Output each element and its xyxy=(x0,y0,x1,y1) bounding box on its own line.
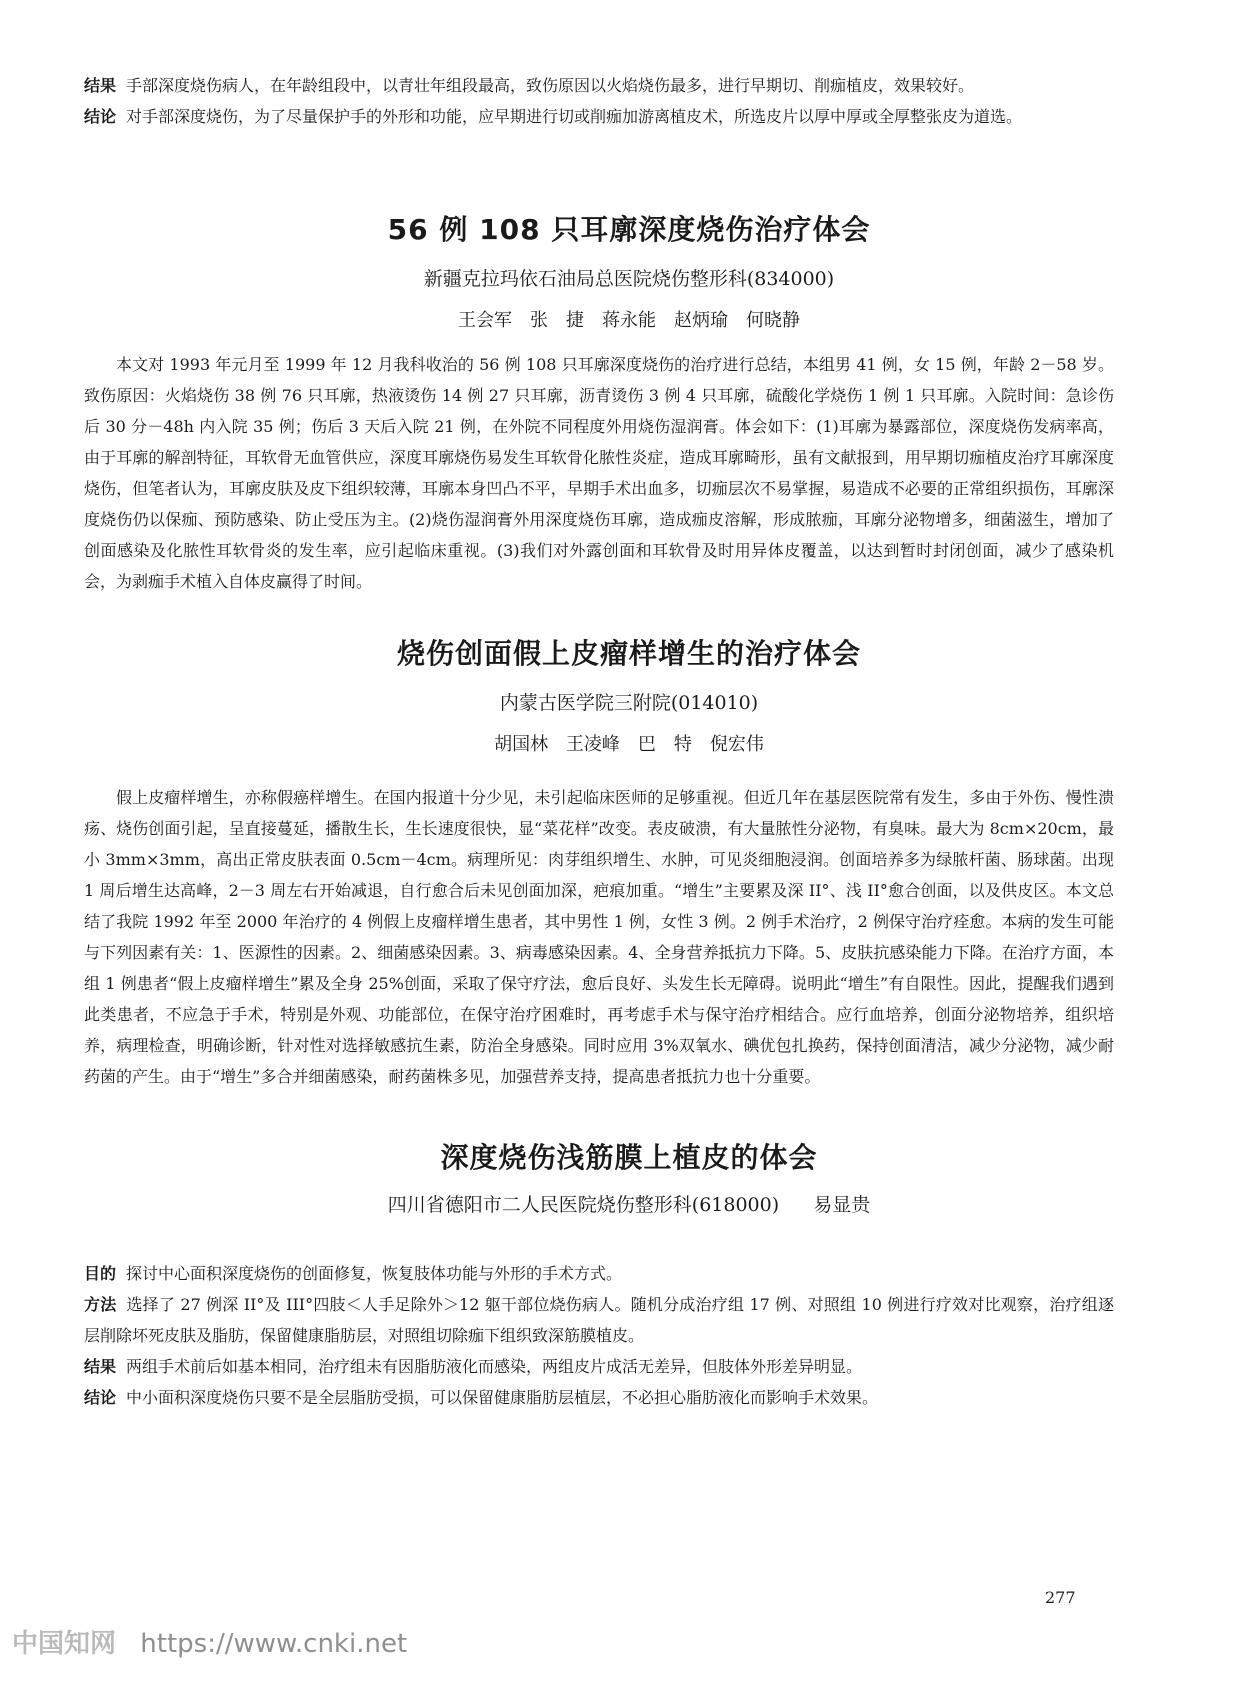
prev-result-paragraph xyxy=(84,70,1114,101)
article3-method-paragraph xyxy=(84,1289,1114,1351)
cnki-watermark xyxy=(12,1623,407,1660)
aim-text: 探讨中心面积深度烧伤的创面修复，恢复肢体功能与外形的手术方式。 xyxy=(126,1264,623,1283)
article2-affiliation: 内蒙古医学院三附院(014010) xyxy=(499,692,759,714)
conclusion-label: 结论 xyxy=(84,107,117,126)
article2-authors: 胡国林 王凌峰 巴 特 倪宏伟 xyxy=(494,734,764,755)
method-text: 选择了 27 例深 II°及 III°四肢＜人手足除外＞12 躯干部位烧伤病人。随机分成治疗组 17 例、对照组 10 例进行疗效对比观察，治疗组逐层削除坏死皮肤及脂肪，保留健康脂肪层，对照组切除痂下组织致深筋膜植皮。 xyxy=(84,1295,1114,1345)
result-label: 结果 xyxy=(84,76,117,95)
conclusion-label: 结论 xyxy=(84,1388,117,1407)
method-label: 方法 xyxy=(84,1295,117,1314)
article3-affiliation-line xyxy=(84,1190,1174,1217)
watermark-brand: 中国知网 xyxy=(12,1629,117,1659)
conclusion-text: 中小面积深度烧伤只要不是全层脂肪受损，可以保留健康脂肪层植层，不必担心脂肪液化而影响手术效果。 xyxy=(126,1388,879,1407)
article3-author: 易显贵 xyxy=(813,1194,871,1216)
article1-body: 本文对 1993 年元月至 1999 年 12 月我科收治的 56 例 108 只耳廓深度烧伤的治疗进行总结，本组男 41 例，女 15 例，年龄 2－58 岁。致伤原因：火焰烧伤 38 例 76 只耳廓，热液烫伤 14 例 27 只耳廓，沥青烫伤 3 例 4 只耳廓，硫酸化学烧伤 1 例 1 只耳廓。入院时间：急诊伤后 30 分－48h 内入院 35 例；伤后 3 天后入院 21 例，在外院不同程度外用烧伤湿润膏。体会如下：(1)耳廓为暴露部位，深度烧伤发病率高，由于耳廓的解剖特征，耳软骨无血管供应，深度耳廓烧伤易发生耳软骨化脓性炎症，造成耳廓畸形，虽有文献报到，用早期切痂植皮治疗耳廓深度烧伤，但笔者认为，耳廓皮肤及皮下组织较薄，耳廓本身凹凸不平，早期手术出血多，切痂层次不易掌握，易造成不必要的正常组织损伤，耳廓深度烧伤仍以保痂、预防感染、防止受压为主。(2)烧伤湿润膏外用深度烧伤耳廓，造成痂皮溶解，形成脓痂，耳廓分泌物增多，细菌滋生，增加了创面感染及化脓性耳软骨炎的发生率，应引起临床重视。(3)我们对外露创面和耳软骨及时用异体皮覆盖，以达到暂时封闭创面，减少了感染机会，为剥痂手术植入自体皮赢得了时间。 xyxy=(84,355,1114,591)
article1-affiliation: 新疆克拉玛依石油局总医院烧伤整形科(834000) xyxy=(423,268,835,290)
article3-aim-paragraph xyxy=(84,1258,1114,1289)
aim-label: 目的 xyxy=(84,1264,117,1283)
result-label: 结果 xyxy=(84,1357,117,1376)
watermark-url: https://www.cnki.net xyxy=(140,1629,408,1659)
article2-body: 假上皮瘤样增生，亦称假癌样增生。在国内报道十分少见，未引起临床医师的足够重视。但近几年在基层医院常有发生，多由于外伤、慢性溃疡、烧伤创面引起，呈直接蔓延，播散生长，生长速度很快，显“菜花样”改变。表皮破溃，有大量脓性分泌物，有臭味。最大为 8cm×20cm，最小 3mm×3mm，高出正常皮肤表面 0.5cm－4cm。病理所见：肉芽组织增生、水肿，可见炎细胞浸润。创面培养多为绿脓杆菌、肠球菌。出现 1 周后增生达高峰，2－3 周左右开始减退，自行愈合后未见创面加深，疤痕加重。“增生”主要累及深 II°、浅 II°愈合创面，以及供皮区。本文总结了我院 1992 年至 2000 年治疗的 4 例假上皮瘤样增生患者，其中男性 1 例，女性 3 例。2 例手术治疗，2 例保守治疗痊愈。本病的发生可能与下列因素有关：1、医源性的因素。2、细菌感染因素。3、病毒感染因素。4、全身营养抵抗力下降。5、皮肤抗感染能力下降。在治疗方面，本组 1 例患者“假上皮瘤样增生”累及全身 25%创面，采取了保守疗法，愈后良好、头发生长无障碍。说明此“增生”有自限性。因此，提醒我们遇到此类患者，不应急于手术，特别是外观、功能部位，在保守治疗困难时，再考虑手术与保守治疗相结合。应行血培养，创面分泌物培养，组织培养，病理检查，明确诊断，针对性对选择敏感抗生素，防治全身感染。同时应用 3%双氧水、碘优包扎换药，保持创面清洁，减少分泌物，减少耐药菌的产生。由于“增生”多合并细菌感染，耐药菌株多见，加强营养支持，提高患者抵抗力也十分重要。 xyxy=(84,788,1114,1086)
article3-result-paragraph xyxy=(84,1351,1114,1382)
article3-conclusion-paragraph xyxy=(84,1382,1114,1413)
prev-conclusion-paragraph xyxy=(84,101,1114,132)
article3-title: 深度烧伤浅筋膜上植皮的体会 xyxy=(440,1141,818,1174)
result-text: 手部深度烧伤病人，在年龄组段中，以青壮年组段最高，致伤原因以火焰烧伤最多，进行早期切、削痂植皮，效果较好。 xyxy=(126,76,975,95)
conclusion-text: 对手部深度烧伤，为了尽量保护手的外形和功能，应早期进行切或削痂加游离植皮术，所选皮片以厚中厚或全厚整张皮为道选。 xyxy=(126,107,1023,126)
page-number: 277 xyxy=(1045,1588,1076,1607)
article2-title: 烧伤创面假上皮瘤样增生的治疗体会 xyxy=(396,637,861,670)
article3-affiliation: 四川省德阳市二人民医院烧伤整形科(618000) xyxy=(387,1194,780,1216)
article1-title: 56 例 108 只耳廓深度烧伤治疗体会 xyxy=(387,213,871,246)
result-text: 两组手术前后如基本相同，治疗组未有因脂肪液化而感染，两组皮片成活无差异，但肢体外形差异明显。 xyxy=(126,1357,863,1376)
article1-authors: 王会军 张 捷 蒋永能 赵炳瑜 何晓静 xyxy=(458,310,800,331)
